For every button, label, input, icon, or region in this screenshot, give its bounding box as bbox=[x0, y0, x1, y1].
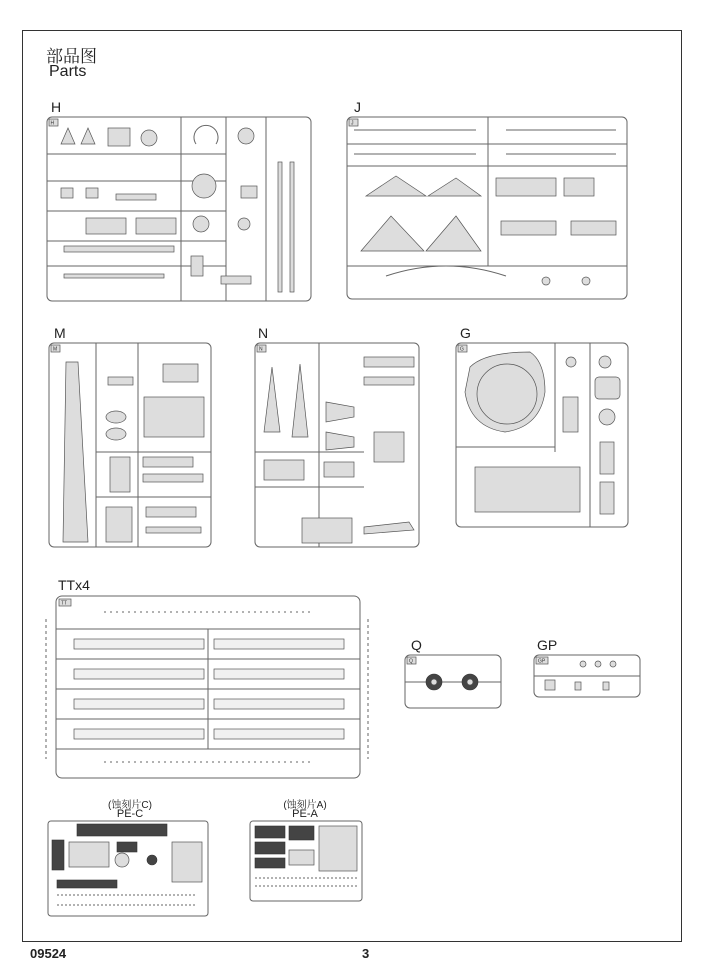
sprue-label-h: H bbox=[51, 99, 62, 115]
sprue-label-m: M bbox=[54, 325, 66, 341]
sprue-m-diagram bbox=[48, 342, 214, 550]
sprue-h-diagram bbox=[46, 116, 314, 304]
pe-c-label-en: PE-C bbox=[116, 808, 144, 820]
sprue-j-diagram bbox=[346, 116, 631, 304]
pe-c-diagram bbox=[47, 820, 211, 918]
sprue-tt-tag: TT bbox=[61, 600, 68, 607]
sprue-g-diagram bbox=[455, 342, 631, 530]
sprue-n-tag: N bbox=[259, 346, 263, 353]
page-title-cn: 部品图 bbox=[46, 47, 97, 67]
sprue-m-tag: M bbox=[53, 346, 58, 353]
sprue-j-tag: J bbox=[351, 120, 354, 127]
product-code: 09524 bbox=[30, 946, 67, 961]
sprue-gp-diagram bbox=[533, 654, 643, 700]
pe-a-label-en: PE-A bbox=[292, 808, 318, 820]
sprue-tt-diagram bbox=[44, 594, 370, 782]
sprue-label-j: J bbox=[354, 99, 361, 115]
sprue-h-tag: H bbox=[50, 120, 55, 127]
sprue-label-tt: TTx4 bbox=[58, 577, 90, 593]
sprue-n-diagram bbox=[254, 342, 422, 550]
sprue-label-q: Q bbox=[411, 637, 422, 653]
pe-c-label-cn: (蚀刻片C) bbox=[108, 800, 152, 811]
page-number: 3 bbox=[362, 946, 370, 961]
sprue-label-g: G bbox=[460, 325, 471, 341]
sprue-gp-tag: GP bbox=[538, 658, 546, 665]
pe-a-diagram bbox=[249, 820, 365, 904]
sprue-label-gp: GP bbox=[537, 637, 558, 653]
sprue-q-tag: Q bbox=[409, 658, 413, 665]
page-title-en: Parts bbox=[49, 63, 87, 80]
sprue-q-diagram bbox=[404, 654, 504, 710]
pe-a-label-cn: (蚀刻片A) bbox=[283, 800, 327, 811]
sprue-g-tag: G bbox=[460, 346, 464, 353]
sprue-label-n: N bbox=[258, 325, 269, 341]
